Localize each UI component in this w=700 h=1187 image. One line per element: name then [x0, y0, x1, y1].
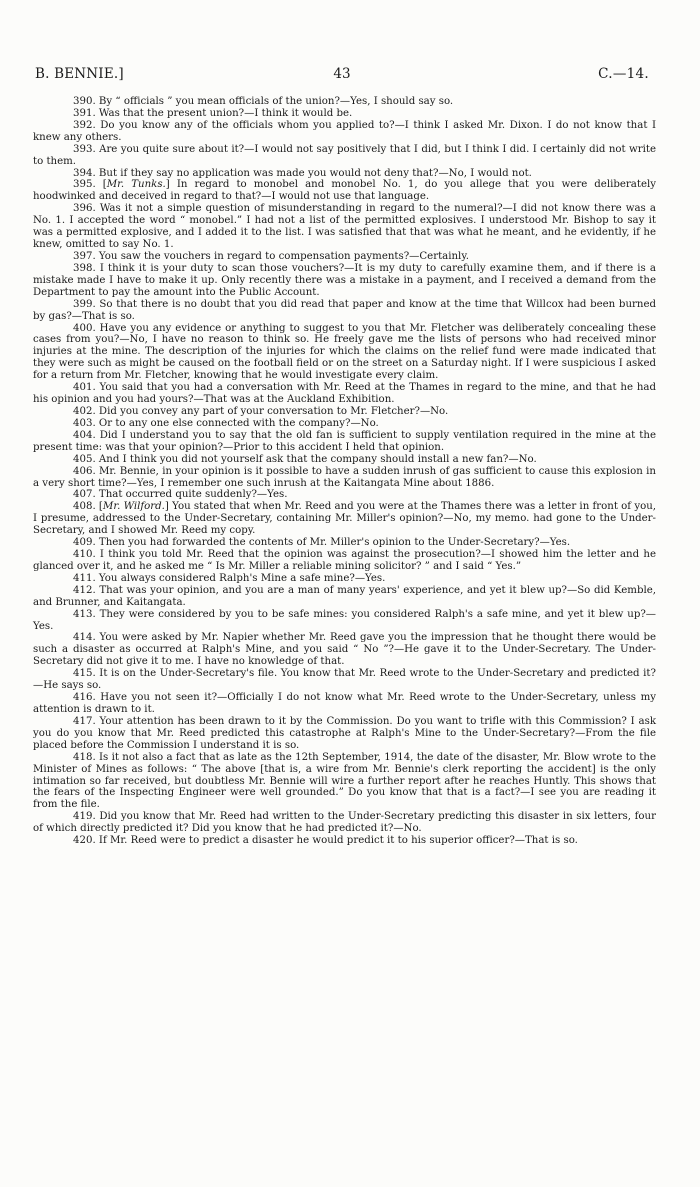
document-reference: C.—14.: [598, 66, 649, 82]
question-answer-paragraph: 407. That occurred quite suddenly?—Yes.: [73, 489, 288, 501]
question-answer-paragraph: 404. Did I understand you to say that the old fan is sufficient to supply ventilation required in the mine at the present time: was that your opinion?—Prior to this accident I held that opinion.: [33, 429, 656, 453]
question-answer-paragraph: 410. I think you told Mr. Reed that the opinion was against the prosecution?—I showed him the letter and he glanced over it, and he asked me “ Is Mr. Miller a reliable mining solicitor? ” and I said “ Yes.”: [33, 549, 656, 572]
question-answer-paragraph: 419. Did you know that Mr. Reed had written to the Under-Secretary predicting this disaster in six letters, four of which directly predicted it? Did you know that he had predicted it?—No.: [33, 811, 656, 835]
question-answer-paragraph: 402. Did you convey any part of your conversation to Mr. Fletcher?—No.: [73, 405, 449, 417]
testimony-body: [33, 96, 656, 847]
question-answer-paragraph: 420. If Mr. Reed were to predict a disaster he would predict it to his superior officer?—That is so.: [73, 835, 578, 847]
question-answer-paragraph: 393. Are you quite sure about it?—I would not say positively that I did, but I think I did. I certainly did not write to them.: [33, 143, 656, 167]
question-answer-paragraph: 405. And I think you did not yourself ask that the company should install a new fan?—No.: [73, 453, 537, 465]
question-answer-paragraph: 416. Have you not seen it?—Officially I do not know what Mr. Reed wrote to the Under-Secretary, unless my attention is drawn to it.: [33, 692, 656, 716]
question-answer-paragraph: 392. Do you know any of the officials whom you applied to?—I think I asked Mr. Dixon. I do not know that I knew any others.: [33, 119, 656, 143]
question-answer-paragraph: 418. Is it not also a fact that as late as the 12th September, 1914, the date of the disaster, Mr. Blow wrote to the Minister of Mines as follows: “ The above [that is, a wire from Mr. Bennie's clerk reporting the accident] is the only intimation so far received, but doubtless Mr. Bennie will wire a further report after he reaches Huntly. This shows that the fears of the Inspecting Engineer were well grounded.” Do you know that that is a fact?—I see you are reading it from the file.: [33, 751, 656, 811]
witness-name: B. BENNIE.]: [35, 66, 124, 82]
question-answer-paragraph: 398. I think it is your duty to scan those vouchers?—It is my duty to carefully examine them, and if there is a mistake made I have to make it up. Only recently there was a mistake in a payment, and I received a demand from the Department to pay the amount into the Public Account.: [33, 262, 656, 298]
question-answer-paragraph: 412. That was your opinion, and you are a man of many years' experience, and yet it blew up?—So did Kemble, and Brunner, and Kaitangata.: [33, 584, 656, 608]
question-answer-paragraph: 390. By “ officials ” you mean officials of the union?—Yes, I should say so.: [73, 96, 454, 107]
question-answer-paragraph: 409. Then you had forwarded the contents of Mr. Miller's opinion to the Under-Secretary?—Yes.: [73, 537, 571, 549]
question-answer-paragraph: 397. You saw the vouchers in regard to compensation payments?—Certainly.: [73, 250, 469, 262]
question-answer-paragraph: 401. You said that you had a conversation with Mr. Reed at the Thames in regard to the mine, and that he had his opinion and you had yours?—That was at the Auckland Exhibition.: [33, 382, 656, 406]
speaker-name: Mr. Wilford.: [102, 501, 165, 513]
question-answer-paragraph: 391. Was that the present union?—I think it would be.: [73, 107, 353, 119]
question-answer-paragraph: 399. So that there is no doubt that you did read that paper and know at the time that Willcox had been burned by gas?—That is so.: [33, 298, 656, 322]
page-number: 43: [333, 66, 351, 82]
running-header: [35, 66, 649, 82]
question-answer-paragraph: 396. Was it not a simple question of misunderstanding in regard to the numeral?—I did not know there was a No. 1. I accepted the word “ monobel.” I had not a list of the permitted explosives. I understood Mr. Bishop to say it was a permitted explosive, and I added it to the list. I was satisfied that that was what he meant, and he evidently, if he knew, omitted to say No. 1.: [33, 203, 656, 251]
question-answer-paragraph: 400. Have you any evidence or anything to suggest to you that Mr. Fletcher was deliberately concealing these cases from you?—No, I have no reason to think so. He freely gave me the lists of persons who had received minor injuries at the mine. The description of the injuries for which the claims on the relief fund were made indicated that they were such as might be caused on the football field or on the street on a Saturday night. If I were suspicious I asked for a return from Mr. Fletcher, knowing that he would investigate every claim.: [33, 322, 657, 382]
question-answer-paragraph: 403. Or to any one else connected with the company?—No.: [73, 417, 379, 429]
question-answer-paragraph: 414. You were asked by Mr. Napier whether Mr. Reed gave you the impression that he thought there would be such a disaster as occurred at Ralph's Mine, and you said “ No ”?—He gave it to the Under-Secretary. The Under-Secretary did not give it to me. I have no knowledge of that.: [33, 632, 656, 668]
question-answer-paragraph: 408. [Mr. Wilford.] You stated that when Mr. Reed and you were at the Thames there was a letter in front of you, I presume, addressed to the Under-Secretary, containing Mr. Miller's opinion?—No, my memo. had gone to the Under-Secretary, and I showed Mr. Reed my copy.: [33, 501, 657, 537]
speaker-name: Mr. Tunks.: [106, 179, 166, 191]
question-answer-paragraph: 394. But if they say no application was made you would not deny that?—No, I would not.: [73, 167, 532, 179]
question-answer-paragraph: 415. It is on the Under-Secretary's file. You know that Mr. Reed wrote to the Under-Secretary and predicted it?—He says so.: [33, 668, 656, 692]
question-answer-paragraph: 406. Mr. Bennie, in your opinion is it possible to have a sudden inrush of gas sufficient to cause this explosion in a very short time?—Yes, I remember one such inrush at the Kaitangata Mine about 1886.: [33, 465, 656, 489]
question-answer-paragraph: 395. [Mr. Tunks.] In regard to monobel and monobel No. 1, do you allege that you were deliberately hoodwinked and deceived in regard to that?—I would not use that language.: [33, 179, 656, 203]
question-answer-paragraph: 411. You always considered Ralph's Mine a safe mine?—Yes.: [73, 572, 386, 584]
question-answer-paragraph: 417. Your attention has been drawn to it by the Commission. Do you want to trifle with this Commission? I ask you do you know that Mr. Reed predicted this catastrophe at Ralph's Mine to the Under-Secretary?—From the file placed before the Commission I understand it is so.: [33, 715, 656, 751]
question-answer-paragraph: 413. They were considered by you to be safe mines: you considered Ralph's a safe mine, and yet it blew up?—Yes.: [33, 608, 656, 632]
